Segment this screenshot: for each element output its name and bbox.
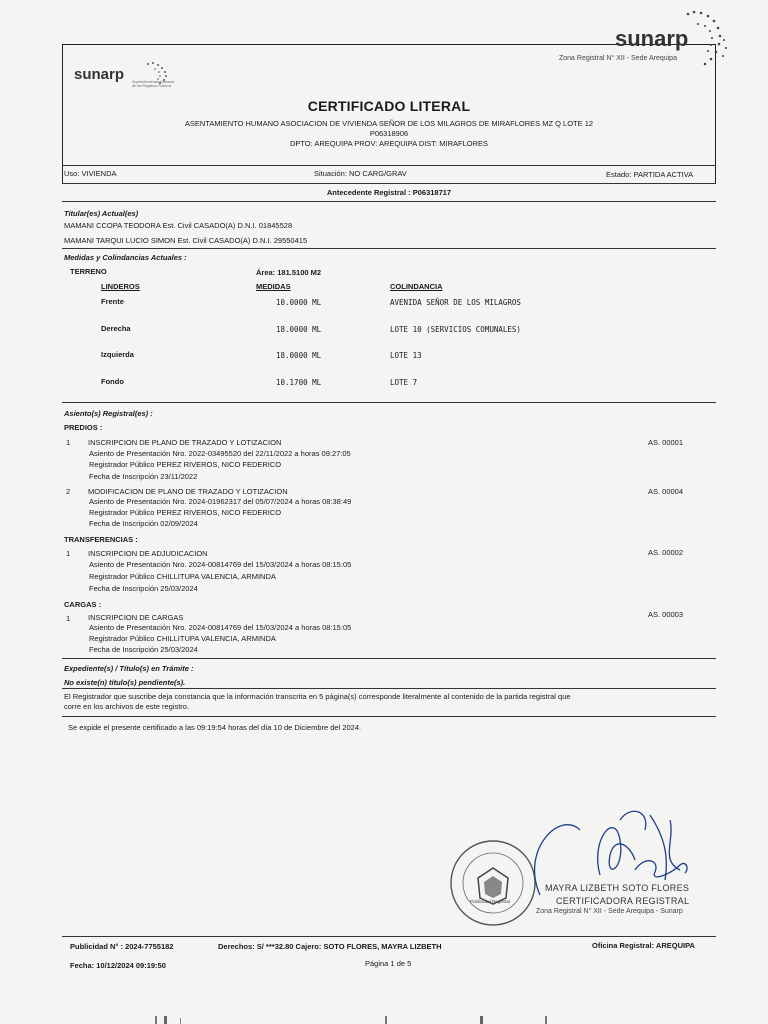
footer-divider	[62, 936, 716, 937]
brand-left-sub: Superintendencia Nacional de los Registros Públicos	[132, 80, 174, 88]
medida: 18.0000 ML	[276, 325, 322, 334]
lindero: Frente	[101, 297, 124, 306]
tramite-heading: Expediente(s) / Título(s) en Trámite :	[64, 664, 194, 673]
divider	[62, 402, 716, 403]
page-title: CERTIFICADO LITERAL	[307, 98, 471, 114]
lindero: Derecha	[101, 324, 131, 333]
colindancia: LOTE 10 (SERVICIOS COMUNALES)	[390, 325, 521, 334]
asiento-code: AS. 00001	[648, 438, 684, 447]
divider	[62, 716, 716, 717]
col-linderos: LINDEROS	[101, 282, 140, 291]
fecha-emision: Fecha: 10/12/2024 09:19:50	[70, 961, 166, 970]
divider	[62, 165, 716, 166]
lindero: Fondo	[101, 377, 124, 386]
asiento-presentacion: Asiento de Presentación Nro. 2024-00814769 del 15/03/2024 a horas 08:15:05	[89, 623, 352, 632]
antecedente: Antecedente Registral : P06318717	[326, 188, 452, 197]
asiento-num: 1	[66, 614, 71, 623]
property-location: DPTO: AREQUIPA PROV: AREQUIPA DIST: MIRAFLORES	[289, 139, 489, 148]
asiento-registrador: Registrador Público CHILLITUPA VALENCIA, ARMINDA	[89, 572, 276, 581]
col-medidas: MEDIDAS	[256, 282, 291, 291]
titular-row: MAMANI TARQUI LUCIO SIMON Est. Civil CASADO(A) D.N.I. 29550415	[64, 236, 308, 245]
lindero: Izquierda	[101, 350, 134, 359]
asiento-presentacion: Asiento de Presentación Nro. 2022-03495520 del 22/11/2022 a horas 09:27:05	[89, 449, 351, 458]
asiento-presentacion: Asiento de Presentación Nro. 2024-00814769 del 15/03/2024 a horas 08:15:05	[89, 560, 352, 569]
firmante-cargo: CERTIFICADORA REGISTRAL	[556, 896, 690, 906]
predios-label: PREDIOS :	[64, 423, 103, 432]
constancia-line2: corre en los archivos de este registro.	[64, 702, 190, 711]
expide-text: Se expide el presente certificado a las 09:19:54 horas del día 10 de Diciembre del 2024.	[68, 723, 362, 732]
brand-left: sunarp	[74, 66, 125, 83]
asiento-registrador: Registrador Público PEREZ RIVEROS, NICO FEDERICO	[89, 508, 282, 517]
asiento-num: 2	[66, 487, 71, 496]
firmante-nombre: MAYRA LIZBETH SOTO FLORES	[545, 883, 690, 893]
asiento-presentacion: Asiento de Presentación Nro. 2024-01962317 del 05/07/2024 a horas 08:38:49	[89, 497, 352, 506]
area-value: Área: 181.5100 M2	[256, 268, 322, 277]
asiento-code: AS. 00002	[648, 548, 684, 557]
titular-row: MAMANI CCOPA TEODORA Est. Civil CASADO(A) D.N.I. 01845528	[64, 221, 293, 230]
divider	[62, 248, 716, 249]
col-colindancia: COLINDANCIA	[390, 282, 443, 291]
asiento-fecha: Fecha de Inscripción 23/11/2022	[89, 472, 198, 481]
medida: 18.0000 ML	[276, 351, 322, 360]
constancia-line1: El Registrador que suscribe deja constancia que la información transcrita en 5 página(s) corresponde literalmente al contenido de la partida registral que	[64, 692, 571, 701]
asiento-registrador: Registrador Público PEREZ RIVEROS, NICO FEDERICO	[89, 460, 282, 469]
property-partida: P06318906	[369, 129, 409, 138]
tramite-text: No existe(n) título(s) pendiente(s).	[64, 678, 186, 687]
estado: Estado: PARTIDA ACTIVA	[606, 170, 694, 179]
oficina-registral: Oficina Registral: AREQUIPA	[592, 941, 695, 950]
sunarp-logo-left	[74, 60, 184, 95]
divider	[62, 201, 716, 202]
titulares-heading: Titular(es) Actual(es)	[64, 209, 139, 218]
property-name: ASENTAMIENTO HUMANO ASOCIACION DE VIVIENDA SEÑOR DE LOS MILAGROS DE MIRAFLORES MZ Q LOTE 12	[184, 119, 594, 128]
divider	[62, 658, 716, 659]
terreno-label: TERRENO	[70, 267, 107, 276]
asiento-title: INSCRIPCION DE CARGAS	[88, 613, 184, 622]
asiento-fecha: Fecha de Inscripción 02/09/2024	[89, 519, 198, 528]
colindancia: LOTE 7	[390, 378, 418, 387]
firmante-sede: Zona Registral N° XII - Sede Arequipa - Sunarp	[536, 908, 683, 915]
asiento-fecha: Fecha de Inscripción 25/03/2024	[89, 584, 198, 593]
situacion: Situación: NO CARG/GRAV	[314, 169, 407, 178]
publicidad-num: Publicidad N° : 2024-7755182	[70, 942, 174, 951]
medida: 10.0000 ML	[276, 298, 322, 307]
page-number: Página 1 de 5	[365, 959, 412, 968]
medidas-heading: Medidas y Colindancias Actuales :	[64, 253, 187, 262]
asiento-title: INSCRIPCION DE PLANO DE TRAZADO Y LOTIZACION	[88, 438, 282, 447]
asiento-title: MODIFICACION DE PLANO DE TRAZADO Y LOTIZACION	[88, 487, 288, 496]
uso: Uso: VIVIENDA	[64, 169, 117, 178]
zona-registral-header: Zona Registral N° XII - Sede Arequipa	[559, 55, 677, 62]
asiento-num: 1	[66, 549, 71, 558]
asiento-code: AS. 00003	[648, 610, 684, 619]
asiento-title: INSCRIPCION DE ADJUDICACION	[88, 549, 208, 558]
derechos: Derechos: S/ ***32.80 Cajero: SOTO FLORES, MAYRA LIZBETH	[218, 942, 442, 951]
divider	[62, 183, 716, 184]
scan-edge-marks	[150, 1016, 570, 1024]
asiento-code: AS. 00004	[648, 487, 684, 496]
asientos-heading: Asiento(s) Registral(es) :	[64, 409, 153, 418]
header-frame-left	[62, 44, 63, 184]
asiento-fecha: Fecha de Inscripción 25/03/2024	[89, 645, 198, 654]
asiento-num: 1	[66, 438, 71, 447]
brand-right: sunarp	[615, 26, 689, 51]
divider	[62, 688, 716, 689]
seal-inner-text: Publicidad Registral	[470, 899, 510, 904]
colindancia: AVENIDA SEÑOR DE LOS MILAGROS	[390, 298, 521, 307]
cargas-label: CARGAS :	[64, 600, 102, 609]
sunarp-dots-icon	[680, 8, 730, 78]
transferencias-label: TRANSFERENCIAS :	[64, 535, 138, 544]
medida: 10.1700 ML	[276, 378, 322, 387]
asiento-registrador: Registrador Público CHILLITUPA VALENCIA, ARMINDA	[89, 634, 276, 643]
colindancia: LOTE 13	[390, 351, 422, 360]
